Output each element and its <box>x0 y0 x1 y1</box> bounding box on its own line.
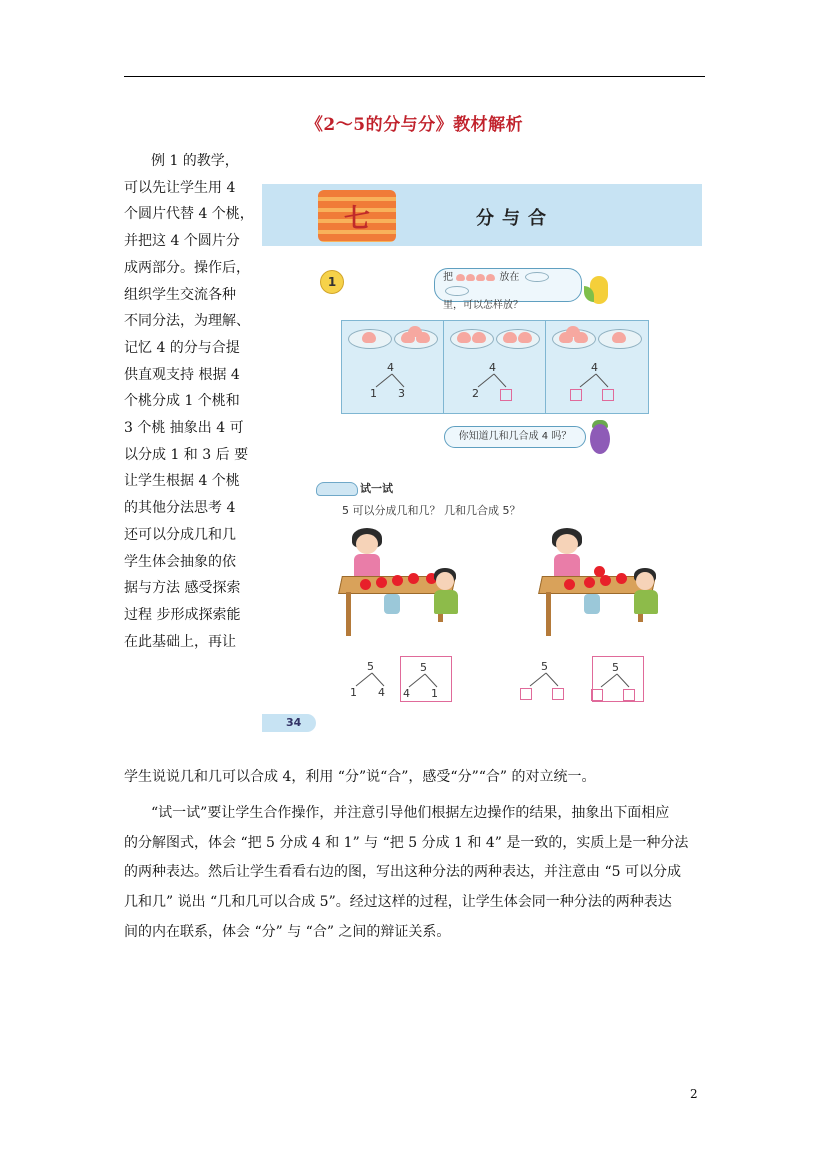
girl-head <box>356 534 378 554</box>
counter-ball-icon <box>600 575 611 586</box>
bubble-text: 里，可以怎样放？ <box>443 300 523 311</box>
header-rule <box>124 76 705 77</box>
chapter-badge <box>318 190 396 242</box>
classroom-scene-left <box>324 528 474 638</box>
speech-bubble-hint: 你知道几和几合成 4 吗？ <box>444 426 586 448</box>
text-line: 记忆 4 的分与合提 <box>124 339 240 356</box>
tree-left: 1 <box>370 387 377 400</box>
text-line: 个桃分成 1 个桃和 <box>124 393 240 410</box>
text-line: 以分成 1 和 3 后 要 <box>124 446 249 463</box>
plate-icon <box>348 329 392 349</box>
tree-left: 2 <box>472 387 479 400</box>
text-line: 据与方法 感受探索 <box>124 580 241 597</box>
split-tree <box>464 361 524 405</box>
text-line: 几和几” 说出 “几和几可以合成 5”。经过这样的过程，让学生体会同一种分法的两种表达 <box>124 894 672 911</box>
tree-top: 4 <box>489 361 496 374</box>
counter-ball-icon <box>564 579 575 590</box>
eggplant-mascot-icon <box>590 424 610 454</box>
split-tree <box>587 661 647 705</box>
peach-icon <box>466 274 475 281</box>
schoolbag-icon <box>384 594 400 614</box>
peach-icon <box>457 332 471 343</box>
plate-icon <box>496 329 540 349</box>
left-text-column <box>124 148 259 655</box>
peach-split-panel <box>341 320 649 414</box>
peach-icon <box>456 274 465 281</box>
bubble-text: 放在 <box>499 272 520 283</box>
textbook-page-number: 34 <box>286 716 302 729</box>
highlight-frame <box>592 656 644 702</box>
counter-ball-icon <box>408 573 419 584</box>
counter-ball-icon <box>616 573 627 584</box>
text-line: 过程 步形成探索能 <box>124 606 241 623</box>
speech-bubble-question <box>434 268 582 311</box>
tree-top: 5 <box>612 661 619 674</box>
try-it-label: 试一试 <box>360 482 393 495</box>
text-line: 间的内在联系，体会 “分” 与 “合” 之间的辩证关系。 <box>124 923 451 940</box>
bubble-text: 把 <box>443 272 453 283</box>
text-line: 并把这 4 个圆片分 <box>124 233 240 250</box>
tree-top: 5 <box>541 660 548 673</box>
tree-top: 5 <box>367 660 374 673</box>
blank-box <box>623 689 635 701</box>
tree-left: 1 <box>350 686 357 699</box>
plate-icon <box>445 286 469 296</box>
textbook-figure <box>262 184 702 744</box>
blank-box <box>602 389 614 401</box>
blank-box <box>500 389 512 401</box>
boy-body <box>434 590 458 614</box>
plate-icon <box>525 272 549 282</box>
chapter-banner <box>262 184 702 246</box>
desk-leg <box>346 592 351 636</box>
page-title: 《2～5的分与分》教材解析 <box>305 115 524 135</box>
text-line: 个圆片代替 4 个桃， <box>124 206 254 223</box>
text-line: 还可以分成几和几 <box>124 526 236 543</box>
split-tree <box>362 361 422 405</box>
paragraph-1 <box>124 763 704 793</box>
blank-box <box>591 689 603 701</box>
split-tree <box>395 661 455 705</box>
tree-top: 5 <box>420 661 427 674</box>
peach-icon <box>612 332 626 343</box>
blank-box <box>520 688 532 700</box>
counter-ball-icon <box>360 579 371 590</box>
peach-icon <box>476 274 485 281</box>
split-tree <box>516 660 576 704</box>
tree-right: 4 <box>378 686 385 699</box>
counter-ball-icon <box>594 566 605 577</box>
boy-head <box>636 572 654 590</box>
chapter-number: 七 <box>343 204 370 234</box>
desk-leg <box>546 592 551 636</box>
classroom-scene-right <box>524 528 674 638</box>
blank-box <box>570 389 582 401</box>
blank-box <box>552 688 564 700</box>
text-line: 学生说说几和几可以合成 4，利用 “分”说“合”，感受“分”“合” 的对立统一。 <box>124 769 596 785</box>
peach-icon <box>472 332 486 343</box>
peach-icon <box>503 332 517 343</box>
peach-icon <box>518 332 532 343</box>
girl-head <box>556 534 578 554</box>
tree-right: 1 <box>431 687 438 700</box>
text-line: 供直观支持 根据 4 <box>124 366 240 383</box>
schoolbag-icon <box>584 594 600 614</box>
split-cell <box>342 321 444 413</box>
paragraph-2 <box>124 799 704 948</box>
textbook-page-bar <box>262 714 316 732</box>
plate-icon <box>598 329 642 349</box>
text-line: “试一试”要让学生合作操作，并注意引导他们根据左边操作的结果，抽象出下面相应 <box>151 805 670 821</box>
highlight-frame <box>400 656 452 702</box>
split-cell <box>546 321 647 413</box>
counter-ball-icon <box>392 575 403 586</box>
plate-icon <box>552 329 596 349</box>
car-icon <box>316 482 358 496</box>
try-it-prompt: 5 可以分成几和几？ 几和几合成 5？ <box>342 504 521 517</box>
split-tree <box>342 660 402 704</box>
text-line: 学生体会抽象的依 <box>124 553 236 570</box>
text-line: 不同分法，为理解、 <box>124 313 250 330</box>
plate-icon <box>450 329 494 349</box>
text-line: 在此基础上，再让 <box>124 633 236 650</box>
peach-icon <box>362 332 376 343</box>
counter-ball-icon <box>584 577 595 588</box>
tree-top: 4 <box>387 361 394 374</box>
tree-left: 4 <box>403 687 410 700</box>
example-badge: 1 <box>320 270 344 294</box>
peach-icon <box>408 326 422 337</box>
text-line: 的分解图式，体会 “把 5 分成 4 和 1” 与 “把 5 分成 1 和 4” 是一致的，实质上是一种分法 <box>124 834 689 851</box>
text-line: 可以先让学生用 4 <box>124 179 236 196</box>
text-line: 的其他分法思考 4 <box>124 500 236 517</box>
split-cell <box>444 321 546 413</box>
text-line: 例 1 的教学， <box>151 153 239 169</box>
text-line: 的两种表达。然后让学生看看右边的图，写出这种分法的两种表达，并注意由 “5 可以分成 <box>124 864 681 881</box>
peach-icon <box>566 326 580 337</box>
boy-head <box>436 572 454 590</box>
split-tree <box>566 361 626 405</box>
text-line: 3 个桃 抽象出 4 可 <box>124 420 244 437</box>
page-number: 2 <box>690 1087 698 1101</box>
peach-icon <box>486 274 495 281</box>
plate-icon <box>394 329 438 349</box>
text-line: 成两部分。操作后， <box>124 259 250 276</box>
tree-right: 3 <box>398 387 405 400</box>
boy-body <box>634 590 658 614</box>
chapter-title: 分与合 <box>476 208 554 229</box>
try-it-header <box>316 478 416 498</box>
text-line: 组织学生交流各种 <box>124 286 236 303</box>
counter-ball-icon <box>376 577 387 588</box>
text-line: 让学生根据 4 个桃 <box>124 473 240 490</box>
tree-top: 4 <box>591 361 598 374</box>
